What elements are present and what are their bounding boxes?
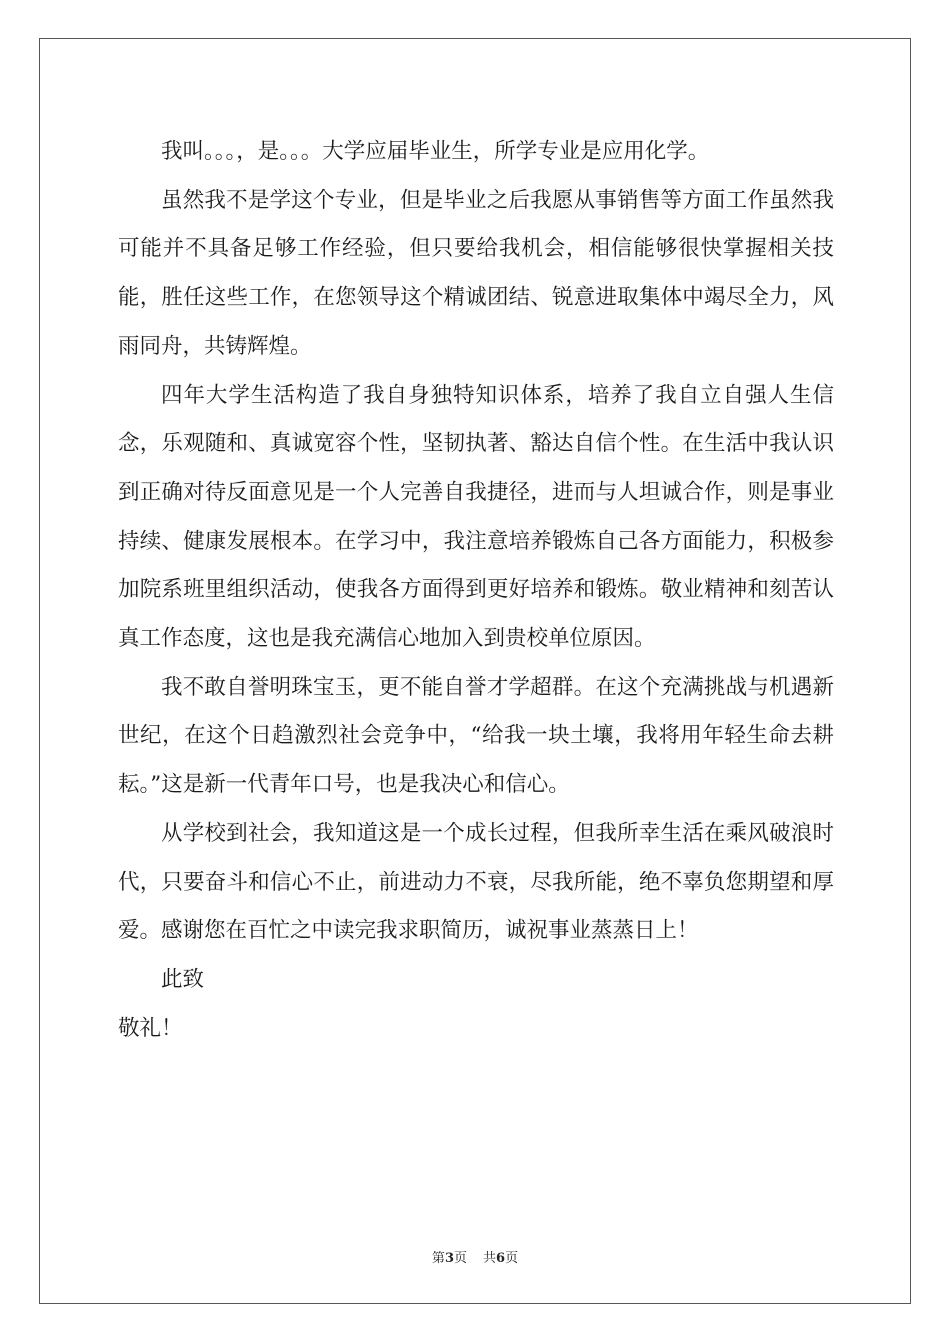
page-prefix: 第 [431, 1251, 445, 1266]
paragraph-intro: 我叫。。。，是。。。大学应届毕业生，所学专业是应用化学。 [161, 139, 710, 164]
paragraph-aspiration: 我不敢自誉明珠宝玉，更不能自誉才学超群。在这个充满挑战与机遇新世纪，在这个日趋激烈社会竞争中，“给我一块土壤，我将用年轻生命去耕耘。”这是新一代青年口号，也是我决心和信心。 [118, 674, 834, 798]
paragraph-thanks: 从学校到社会，我知道这是一个成长过程，但我所幸生活在乘风破浪时代，只要奋斗和信心不止，前进动力不衰，尽我所能，绝不辜负您期望和厚爱。感谢您在百忙之中读完我求职简历，诚祝事业蒸蒸日上！ [118, 820, 834, 944]
total-prefix: 共 [483, 1251, 497, 1266]
salutation-line: 此致 [161, 966, 205, 992]
paragraph-university-experience: 四年大学生活构造了我自身独特知识体系，培养了我自立自强人生信念，乐观随和、真诚宽容个性，坚韧执著、豁达自信个性。在生活中我认识到正确对待反面意见是一个人完善自我捷径，进而与人坦诚合作，则是事业持续、健康发展根本。在学习中，我注意培养锻炼自己各方面能力，积极参加院系班里组织活动，使我各方面得到更好培养和锻炼。敬业精神和刻苦认真工作态度，这也是我充满信心地加入到贵校单位原因。 [118, 382, 834, 652]
document-body [118, 128, 834, 1053]
closing-line: 敬礼！ [118, 1015, 183, 1041]
page-number: 3 [444, 1251, 454, 1266]
page-footer [0, 1247, 950, 1266]
paragraph-career-intent: 虽然我不是学这个专业，但是毕业之后我愿从事销售等方面工作虽然我可能并不具备足够工作经验，但只要给我机会，相信能够很快掌握相关技能，胜任这些工作，在您领导这个精诚团结、锐意进取集体中竭尽全力，风雨同舟，共铸辉煌。 [118, 187, 834, 359]
total-suffix: 页 [505, 1251, 519, 1266]
page-suffix: 页 [453, 1251, 467, 1266]
total-pages: 6 [496, 1251, 506, 1266]
